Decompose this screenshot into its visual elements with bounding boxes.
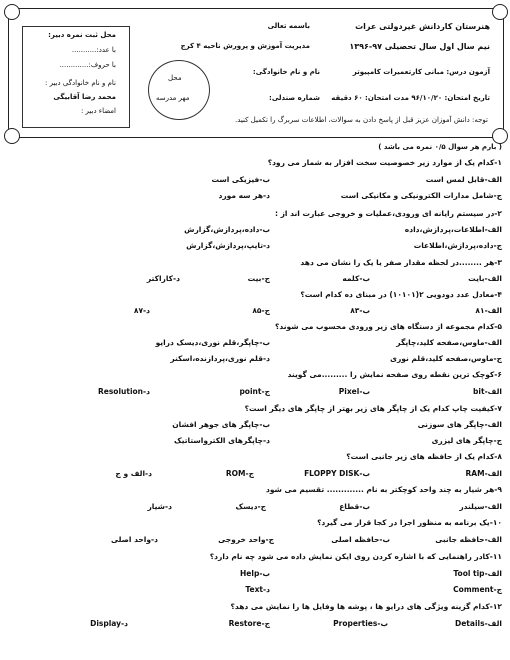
- option-d: د-الف و ج: [115, 469, 152, 478]
- option-c: ج-point: [239, 387, 270, 396]
- question-text: ۱۲-کدام گزینه ویژگی های درایو ها ، پوشه ها وفایل ها را نمایش می دهد؟: [230, 602, 502, 611]
- seal-label-top: محل: [168, 74, 182, 82]
- option-c: ج-Comment: [453, 585, 502, 594]
- option-c: ج-شامل مدارات الکترونیکی و مکانیکی است: [340, 191, 502, 200]
- school-seal-area: [148, 60, 210, 120]
- option-a: الف-RAM: [465, 469, 502, 478]
- scroll-curl-icon: [492, 4, 508, 20]
- option-b: ب-FLOPPY DISK: [304, 469, 370, 478]
- course-title: آزمون درس: مبانی کارتعمیرات کامپیوتر: [352, 68, 490, 76]
- option-d: د-واحد اصلی: [110, 535, 158, 544]
- option-d: د-Resolution: [97, 387, 150, 396]
- option-a: الف-Tool tip: [453, 569, 502, 578]
- option-a: الف-Details: [454, 619, 502, 628]
- option-d: د-تایپ،پردازش،گزارش: [186, 241, 270, 250]
- option-a: الف-سیلندر: [459, 502, 502, 511]
- option-d: د-شیار: [147, 502, 172, 511]
- option-c: ج-واحد خروجی: [218, 535, 274, 544]
- option-a: الف-بایت: [468, 274, 502, 283]
- scroll-curl-icon: [4, 128, 20, 144]
- option-d: د-قلم نوری،پردازنده،اسکنر: [170, 354, 270, 363]
- option-b: ب-چاپگر،قلم نوری،دیسک درایو: [155, 338, 270, 347]
- option-d: د-هر سه مورد: [218, 191, 270, 200]
- option-b: ب-فیزیکی است: [211, 175, 270, 184]
- option-c: ج-۸۵: [252, 306, 270, 315]
- option-b: ب-چاپگر های جوهر افشان: [172, 420, 270, 429]
- education-office: مدیریت آموزش و پرورش ناحیه ۴ کرج: [180, 42, 310, 50]
- question-text: ۶-کوچک ترین نقطه روی صفحه نمایش را .........می گویند: [287, 370, 502, 379]
- question-text: ۱-کدام یک از موارد زیر خصوصیت سخت افزار به شمار می رود؟: [267, 158, 502, 167]
- seat-number-label: شماره صندلی:: [269, 94, 320, 102]
- option-b: ب-Help: [240, 569, 270, 578]
- option-d: د-Text: [245, 585, 270, 594]
- teacher-signature-label: امضاء دبیر :: [80, 107, 116, 115]
- option-c: ج-دیسک: [235, 502, 266, 511]
- option-c: ج-داده،پردازش،اطلاعات: [413, 241, 502, 250]
- option-b: ب-قطاع: [339, 502, 370, 511]
- question-text: ۷-کیفیت چاپ کدام یک از چاپگر های زیر بهتر از چاپگر های دیگر است؟: [244, 404, 502, 413]
- question-text: ۹-هر شیار به چند واحد کوچکتر به نام ............. تقسیم می شود: [265, 485, 502, 494]
- option-b: ب-Properties: [333, 619, 388, 628]
- option-c: ج-ROM: [225, 469, 254, 478]
- option-a: الف-bit: [473, 387, 502, 396]
- question-text: ۸-کدام یک از حافظه های زیر جانبی است؟: [346, 452, 502, 461]
- option-c: ج-ماوس،صفحه کلید،قلم نوری: [390, 354, 502, 363]
- question-text: ۳-هر ........در لحظه مقدار صفر یا یک را نشان می دهد: [300, 258, 502, 267]
- scroll-curl-icon: [4, 4, 20, 20]
- question-text: ۱۱-کادر راهنمایی که با اشاره کردن روی ایکن نمایش داده می شود چه نام دارد؟: [209, 552, 502, 561]
- exam-term: نیم سال اول سال تحصیلی ۹۷-۱۳۹۶: [349, 42, 490, 51]
- option-a: الف-اطلاعات،پردازش،داده: [404, 225, 502, 234]
- student-name-label: نام و نام خانوادگی:: [252, 68, 320, 76]
- teacher-name-label: نام و نام خانوادگی دبیر :: [45, 79, 116, 87]
- school-name: هنرستان کاردانش غیردولتی عرات: [355, 22, 490, 31]
- option-d: د-چاپگرهای الکترواستاتیک: [173, 436, 270, 445]
- option-a: الف-چاپگر های سوزنی: [417, 420, 502, 429]
- question-text: ۵-کدام مجموعه از دستگاه های زیر ورودی محسوب می شوند؟: [275, 322, 502, 331]
- option-a: الف-حافظه جانبی: [435, 535, 502, 544]
- grade-by-letter: با حروف:.............: [59, 61, 116, 69]
- option-c: ج-Restore: [228, 619, 270, 628]
- teacher-name: محمد رضا آقابیگی: [53, 93, 116, 101]
- god-name: باسمه تعالی: [267, 22, 310, 30]
- option-b: ب-کلمه: [342, 274, 370, 283]
- question-text: ۱۰-یک برنامه به منظور اجرا در کجا قرار می گیرد؟: [317, 518, 502, 527]
- score-instruction: ( بارم هر سوال ۰/۵ نمره می باشد ): [378, 143, 502, 151]
- option-b: ب-داده،پردازش،گزارش: [184, 225, 270, 234]
- exam-date: تاریخ امتحان: ۹۶/۱۰/۲۰ مدت امتحان: ۶۰ دقیقه: [331, 94, 490, 102]
- question-text: ۲-در سیستم رایانه ای ورودی،عملیات و خروجی عبارت اند از :: [275, 209, 502, 218]
- option-c: ج-چاپگر های لیزری: [431, 436, 502, 445]
- question-text: ۴-معادل عدد دودویی ۲(۱۰۱۰۱) در مبنای ده کدام است؟: [300, 290, 502, 299]
- grade-box-title: محل ثبت نمره دبیر:: [48, 31, 116, 39]
- option-a: الف-ماوس،صفحه کلید،چاپگر: [396, 338, 502, 347]
- grade-by-number: با عدد:...........: [71, 46, 116, 54]
- scroll-curl-icon: [492, 128, 508, 144]
- option-b: ب-Pixel: [338, 387, 370, 396]
- header-notice: توجه: دانش آموزان عزیز قبل از پاسخ دادن به سوالات، اطلاعات سربرگ را تکمیل کنید.: [234, 116, 488, 124]
- option-a: الف-قابل لمس است: [425, 175, 502, 184]
- option-d: د-کاراکتر: [146, 274, 180, 283]
- option-c: ج-بیت: [247, 274, 270, 283]
- seal-label-bottom: مهر مدرسه: [156, 94, 190, 102]
- option-d: د-۸۷: [133, 306, 150, 315]
- option-a: الف-۸۱: [475, 306, 502, 315]
- option-b: ب-۸۳: [350, 306, 370, 315]
- option-d: د-Display: [90, 619, 128, 628]
- option-b: ب-حافظه اصلی: [331, 535, 390, 544]
